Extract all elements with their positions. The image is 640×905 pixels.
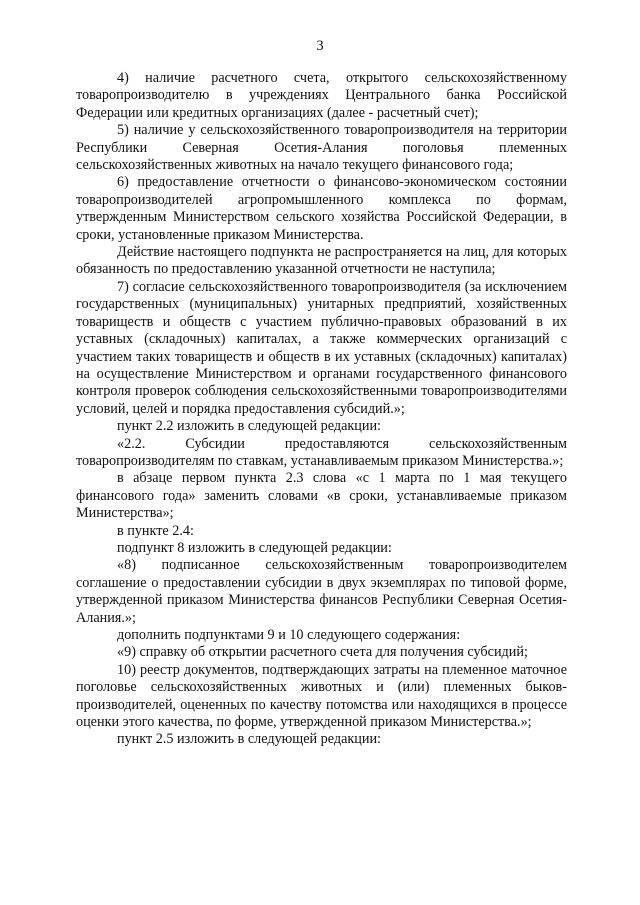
document-body [76,70,567,749]
paragraph-item-5: 5) наличие у сельскохозяйственного товаропроизводителя на территории Республики Северная Осетия-Алания поголовья племенных сельскохозяйственных животных на начало текущего финансового года; [76,122,567,174]
paragraph-item-7: 7) согласие сельскохозяйственного товаропроизводителя (за исключением государственных (муниципальных) унитарных предприятий, хозяйственных товариществ и обществ с участием публично-правовых образований в их уставных (складочных) капиталах, а также коммерческих организаций с участием таких товариществ и обществ в их уставных (складочных) капиталах) на осуществление Министерством и органами государственного финансового контроля проверок соблюдения сельскохозяйственными товаропроизводителями условий, целей и порядка предоставления субсидий.»; [76,278,567,417]
paragraph-subitem-9: «9) справку об открытии расчетного счета для получения субсидий; [117,644,528,661]
paragraph-add-subitems-intro: дополнить подпунктами 9 и 10 следующего содержания: [117,627,461,643]
paragraph-item-6: 6) предоставление отчетности о финансово-экономическом состоянии товаропроизводителей агропромышленного комплекса по формам, утвержденным Министерством сельского хозяйства Российской Федерации, в сроки, установленные приказом Министерства. [76,174,567,243]
paragraph-amend-2-5-intro: пункт 2.5 изложить в следующей редакции: [117,731,381,748]
paragraph-item-6-note: Действие настоящего подпункта не распространяется на лиц, для которых обязанность по предоставлению указанной отчетности не наступила; [76,244,567,278]
paragraph-subitem-8-intro: подпункт 8 изложить в следующей редакции: [117,539,392,556]
paragraph-amend-2-2-text: «2.2. Субсидии предоставляются сельскохозяйственным товаропроизводителям по ставкам, устанавливаемым приказом Министерства.»; [76,435,567,469]
paragraph-amend-2-2-intro: пункт 2.2 изложить в следующей редакции: [117,418,381,435]
paragraph-item-4: 4) наличие расчетного счета, открытого сельскохозяйственному товаропроизводителю в учреждениях Центрального банка Российской Федерации или кредитных организациях (далее - расчетный счет); [76,70,567,121]
paragraph-amend-2-4-intro: в пункте 2.4: [117,522,194,539]
page-number: 3 [316,38,324,54]
paragraph-subitem-10: 10) реестр документов, подтверждающих затраты на племенное маточное поголовье сельскохозяйственных животных и (или) племенных быков-производителей, оцененных по качеству потомства или находящихся в процессе оценки этого качества, по форме, утвержденной приказом Министерства.»; [76,661,567,731]
paragraph-amend-2-3: в абзаце первом пункта 2.3 слова «с 1 марта по 1 мая текущего финансового года» заменить словами «в сроки, устанавливаемые приказом Министерства»; [76,470,567,522]
paragraph-subitem-8-text: «8) подписанное сельскохозяйственным товаропроизводителем соглашение о предоставлении субсидии в двух экземплярах по типовой форме, утвержденной приказом Министерства финансов Республики Северная Осетия-Алания.»; [76,557,567,626]
